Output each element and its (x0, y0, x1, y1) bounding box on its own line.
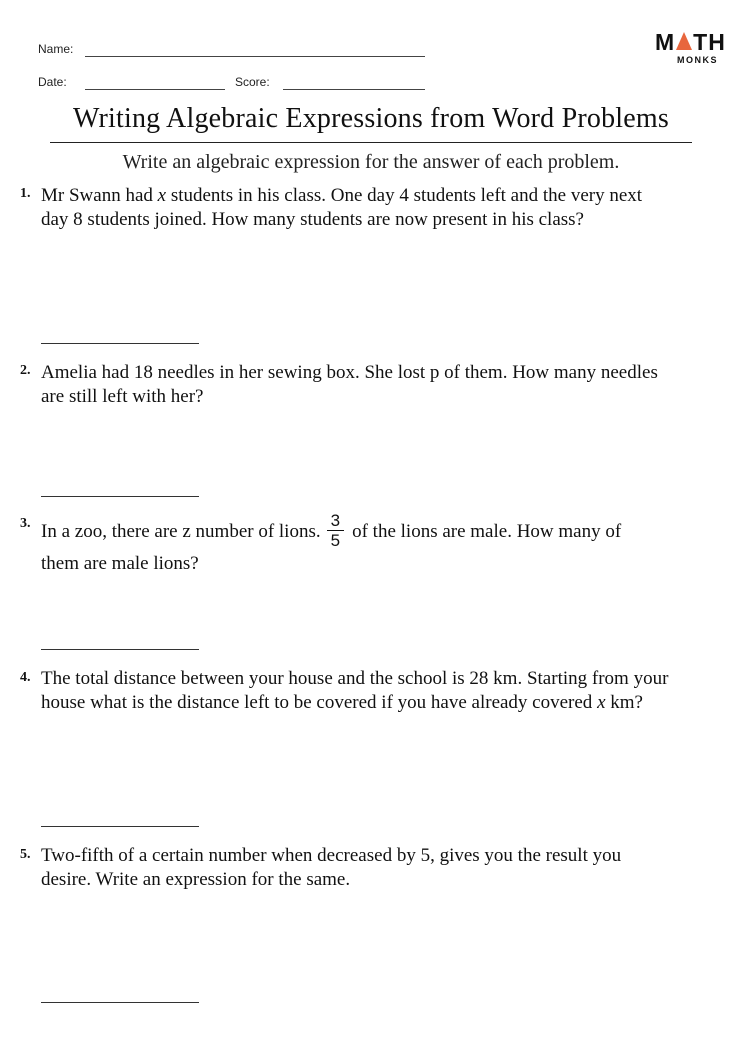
question-5-number: 5. (20, 847, 31, 862)
question-3-answer-line[interactable] (41, 649, 199, 650)
name-label: Name: (38, 42, 74, 56)
question-5-answer-line[interactable] (41, 1002, 199, 1003)
worksheet-title: Writing Algebraic Expressions from Word Problems (73, 103, 669, 134)
question-1-line-2: day 8 students joined. How many students are now present in his class? (41, 209, 584, 230)
question-1-text (41, 184, 736, 232)
question-4-text (41, 667, 736, 715)
question-2-answer-line[interactable] (41, 496, 199, 497)
question-4-line-1: The total distance between your house and the school is 28 km. Starting from your (41, 668, 669, 689)
logo-wordmark (655, 30, 725, 54)
fraction-numerator: 3 (327, 511, 344, 531)
logo-math-th: TH (693, 29, 726, 55)
question-5-text (41, 844, 736, 892)
question-3-number: 3. (20, 516, 31, 531)
variable-x: x (597, 692, 606, 713)
date-label: Date: (38, 75, 67, 89)
math-monks-logo (655, 30, 725, 64)
triangle-icon (676, 32, 692, 50)
question-2-line-1: Amelia had 18 needles in her sewing box. She lost p of them. How many needles (41, 362, 658, 383)
question-2-line-2: are still left with her? (41, 386, 204, 407)
question-4-line-2: house what is the distance left to be covered if you have already covered x km? (41, 692, 643, 713)
fraction-three-fifths (327, 511, 344, 550)
title-divider (50, 142, 692, 143)
fraction-denominator: 5 (330, 531, 341, 550)
question-3-line-2: them are male lions? (41, 553, 199, 574)
variable-x: x (157, 185, 167, 206)
logo-math-m: M (655, 29, 676, 55)
question-5-line-2: desire. Write an expression for the same. (41, 869, 351, 890)
question-1-line-1: Mr Swann had x students in his class. One day 4 students left and the very next (41, 185, 643, 206)
question-4-number: 4. (20, 670, 31, 685)
question-2-text (41, 361, 736, 409)
worksheet-instructions: Write an algebraic expression for the answer of each problem. (122, 151, 620, 173)
name-field[interactable] (85, 56, 425, 57)
question-5-line-1: Two-fifth of a certain number when decreased by 5, gives you the result you (41, 845, 622, 866)
question-1-number: 1. (20, 186, 31, 201)
date-field[interactable] (85, 89, 225, 90)
score-field[interactable] (283, 89, 425, 90)
question-1-answer-line[interactable] (41, 343, 199, 344)
logo-monks: MONKS (677, 55, 718, 65)
question-3-line-1: In a zoo, there are z number of lions. $\frac{3}{5}$ of the lions are male. How many of (41, 511, 622, 550)
question-4-answer-line[interactable] (41, 826, 199, 827)
question-2-number: 2. (20, 363, 31, 378)
score-label: Score: (235, 75, 270, 89)
question-3-text (41, 513, 736, 576)
